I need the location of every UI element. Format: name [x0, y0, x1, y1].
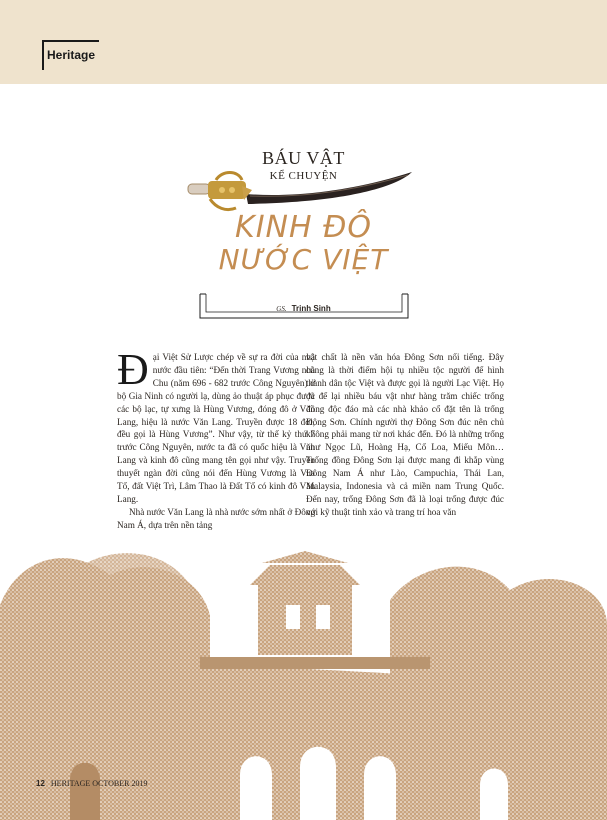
paragraph: vật chất là nền văn hóa Đông Sơn nổi tiếng. Đây cũng là thời điểm hội tụ nhiều tộc người để hình thành dân tộc Việt và được gọi là người Lạc Việt. Họ đã để lại nhiều báu vật như hàng trăm chiếc trống đồng độc đáo mà các nhà khảo cổ đặt tên là trống Đông Sơn. Chính người thợ Đông Sơn đúc nên chủ không phải mang từ nơi khác đến. Đó là những trống như Ngọc Lũ, Hoàng Hạ, Cổ Loa, Miếu Môn… Trống đồng Đông Sơn lại được mang đi khắp vùng Đông Nam Á như Lào, Campuchia, Thái Lan, Malaysia, Indonesia và cả miền nam Trung Quốc. Đến nay, trống Đông Sơn đã là loại trống được đúc với kỹ thuật tinh xảo và trang trí hoa văn: [306, 352, 504, 517]
byline: [0, 304, 607, 313]
issue-label: HERITAGE OCTOBER 2019: [50, 779, 148, 788]
body-column-2: [306, 351, 504, 519]
kicker-line-1: BÁU VẬT: [262, 148, 345, 168]
paragraph: [117, 345, 315, 506]
kicker-line-2: KỂ CHUYỆN: [269, 170, 338, 182]
author-name: Trịnh Sinh: [291, 304, 331, 313]
footer: [36, 779, 147, 788]
paragraph-text: ại Việt Sử Lược chép về sự ra đời của nhà nước đầu tiên: “Đến thời Trang Vương nhà Chu (năm 696 - 682 trước Công Nguyên) ở bộ Gia Ninh có người lạ, dùng ảo thuật áp phục được các bộ lạc, tự xưng là Hùng Vương, đóng đô ở Văn Lang, hiệu là nước Văn Lang. Truyền được 18 đời, đều gọi là Hùng Vương”. Như vậy, từ thế kỷ thứ 7 trước Công Nguyên, nước ta đã có quốc hiệu là Văn Lang và kinh đô cũng mang tên gọi như vậy. Truyền thuyết ngàn đời cũng nói đến Hùng Vương là Vua Tổ, đất Việt Trì, Lâm Thao là Đất Tổ có kinh đô Văn Lang.: [117, 352, 315, 504]
page-number: 12: [36, 779, 45, 788]
paragraph: Nhà nước Văn Lang là nhà nước sớm nhất ở Đông Nam Á, dựa trên nền tảng: [117, 506, 315, 530]
title-line-2: NƯỚC VIỆT: [218, 243, 389, 276]
title-line-1: KINH ĐÔ: [235, 210, 372, 245]
drop-cap: Đ: [117, 345, 149, 394]
section-tag: Heritage: [42, 40, 99, 70]
author-role: GS.: [276, 305, 287, 313]
body-column-1: [117, 345, 315, 532]
